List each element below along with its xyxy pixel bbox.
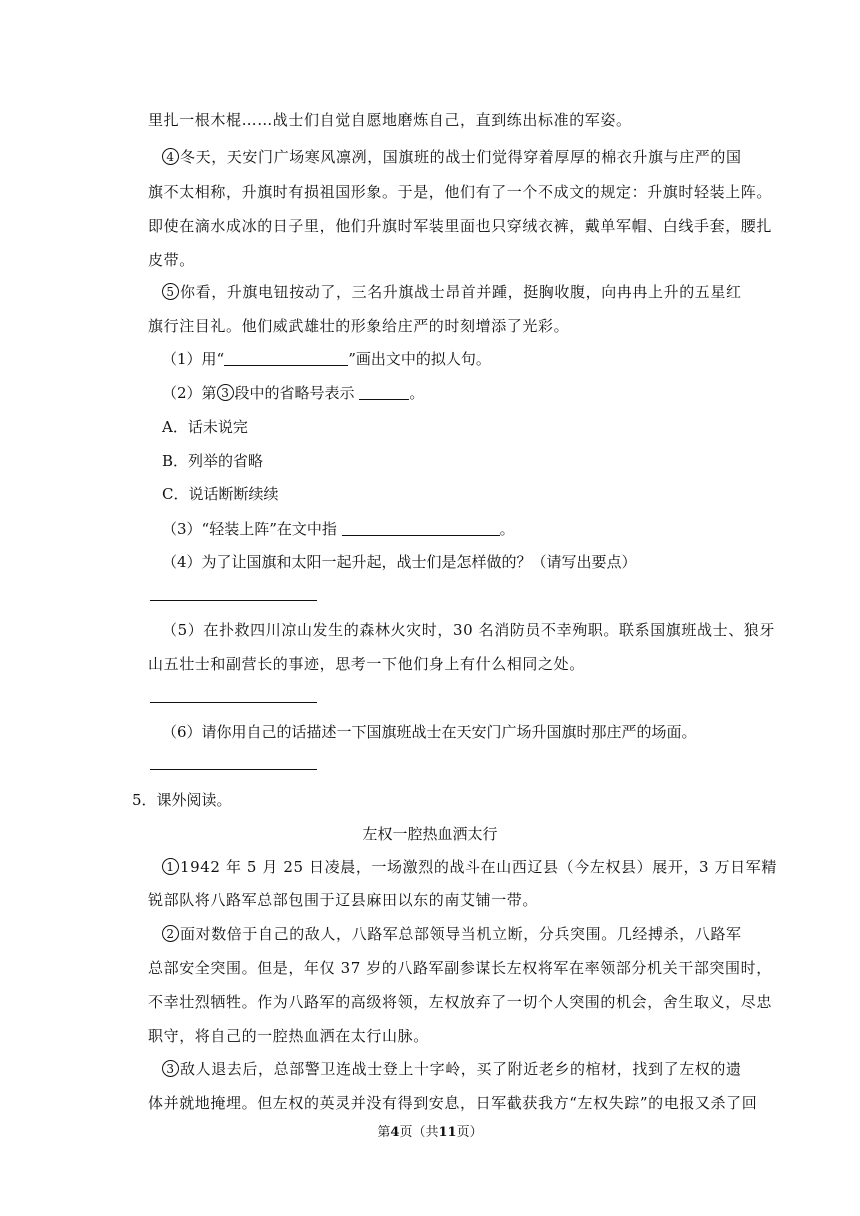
text-line (148, 110, 748, 130)
answer-line[interactable] (150, 600, 317, 601)
answer-blank[interactable] (224, 351, 348, 366)
answer-line[interactable] (150, 769, 317, 770)
text-line (148, 216, 773, 236)
text-line (148, 1093, 758, 1113)
paragraph-number-1: 1 (162, 858, 179, 875)
text: 你看，升旗电钮按动了，三名升旗战士昂首并踵，挺胸收腹，向冉冉上升的五星红 (180, 283, 742, 301)
text: （1）用“ (162, 350, 225, 368)
article-title: 左权一腔热血洒太行 (362, 825, 498, 843)
text: 体并就地掩埋。但左权的英灵并没有得到安息，日军截获我方“左权失踪”的电报又杀了回 (148, 1094, 758, 1112)
text: 总部安全突围。但是，年仅 37 岁的八路军副参谋长左权将军在率领部分机关干部突围时， (148, 959, 772, 977)
text-line (148, 992, 773, 1012)
option-b[interactable] (162, 451, 762, 471)
question-3 (162, 519, 762, 539)
page-footer (0, 1121, 860, 1140)
text: 不幸壮烈牺牲。作为八路军的高级将领，左权放弃了一切个人突围的机会，舍生取义，尽忠 (148, 993, 773, 1011)
text: 5．课外阅读。 (132, 791, 232, 809)
text: （2）第 (162, 384, 217, 402)
article-paragraph-3 (162, 1059, 762, 1079)
text: ”画出文中的拟人句。 (348, 350, 491, 368)
question-5-cont (148, 654, 748, 674)
paragraph-number-4: 4 (162, 148, 179, 165)
text: 即使在滴水成冰的日子里，他们升旗时军装里面也只穿绒衣裤，戴单军帽、白线手套，腰扎 (148, 217, 773, 235)
text: （4）为了让国旗和太阳一起升起，战士们是怎样做的？（请写出要点） (162, 553, 637, 571)
text: （5）在扑救四川凉山发生的森林火灾时，30 名消防员不幸殉职。联系国旗班战士、狼牙 (162, 621, 776, 639)
text-line (148, 958, 772, 978)
paragraph-number-3: 3 (162, 1060, 179, 1077)
text: 皮带。 (148, 251, 195, 269)
option-text: C．说话断断续续 (162, 485, 279, 503)
paragraph-number-5: 5 (162, 283, 179, 300)
text: 第 (377, 1125, 391, 1140)
text-line (148, 250, 748, 270)
option-text: A．话未说完 (162, 418, 248, 436)
text-line (148, 316, 748, 336)
text: 旗不太相称，升旗时有损祖国形象。于是，他们有了一个不成文的规定：升旗时轻装上阵。 (148, 183, 773, 201)
answer-blank[interactable] (342, 521, 500, 536)
text-line (148, 182, 773, 202)
option-c[interactable] (162, 484, 762, 504)
question-5 (162, 620, 776, 640)
text: 旗行注目礼。他们威武雄壮的形象给庄严的时刻增添了光彩。 (148, 317, 570, 335)
option-a[interactable] (162, 417, 762, 437)
text: 冬天，天安门广场寒风凛冽，国旗班的战士们觉得穿着厚厚的棉衣升旗与庄严的国 (180, 148, 742, 166)
section-heading (132, 790, 732, 810)
paragraph-5-line (162, 282, 762, 302)
text: 1942 年 5 月 25 日凌晨，一场激烈的战斗在山西辽县（今左权县）展开，3 万日军精 (180, 858, 777, 876)
text: 职守，将自己的一腔热血洒在太行山脉。 (148, 1027, 429, 1045)
text: 山五壮士和副营长的事迹，思考一下他们身上有什么相同之处。 (148, 655, 585, 673)
article-paragraph-2 (162, 924, 762, 944)
question-2 (162, 383, 762, 403)
text-line (148, 890, 748, 910)
page-total: 11 (438, 1125, 457, 1140)
paragraph-number-3: 3 (217, 384, 234, 401)
text: 。 (409, 384, 425, 402)
text: 页） (456, 1125, 483, 1140)
text: 。 (499, 520, 515, 538)
question-6 (162, 722, 762, 742)
text: 敌人退去后，总部警卫连战士登上十字岭，买了附近老乡的棺材，找到了左权的遗 (180, 1060, 742, 1078)
text-line (148, 1026, 748, 1046)
paragraph-4-line (162, 147, 762, 167)
answer-blank[interactable] (359, 385, 409, 400)
text: 里扎一根木棍……战士们自觉自愿地磨炼自己，直到练出标准的军姿。 (148, 111, 632, 129)
text: 页（共 (399, 1125, 439, 1140)
text: 段中的省略号表示 (234, 384, 355, 402)
text: （6）请你用自己的话描述一下国旗班战士在天安门广场升国旗时那庄严的场面。 (162, 723, 697, 741)
page-number: 4 (390, 1125, 400, 1140)
answer-line[interactable] (150, 702, 317, 703)
paragraph-number-2: 2 (162, 925, 179, 942)
text: 面对数倍于自己的敌人，八路军总部领导当机立断，分兵突围。几经搏杀，八路军 (180, 925, 742, 943)
question-4 (162, 552, 762, 572)
option-text: B．列举的省略 (162, 452, 264, 470)
question-1 (162, 349, 762, 369)
text: （3）“轻装上阵”在文中指 (162, 520, 337, 538)
article-paragraph-1 (162, 857, 777, 877)
text: 锐部队将八路军总部包围于辽县麻田以东的南艾铺一带。 (148, 891, 539, 909)
